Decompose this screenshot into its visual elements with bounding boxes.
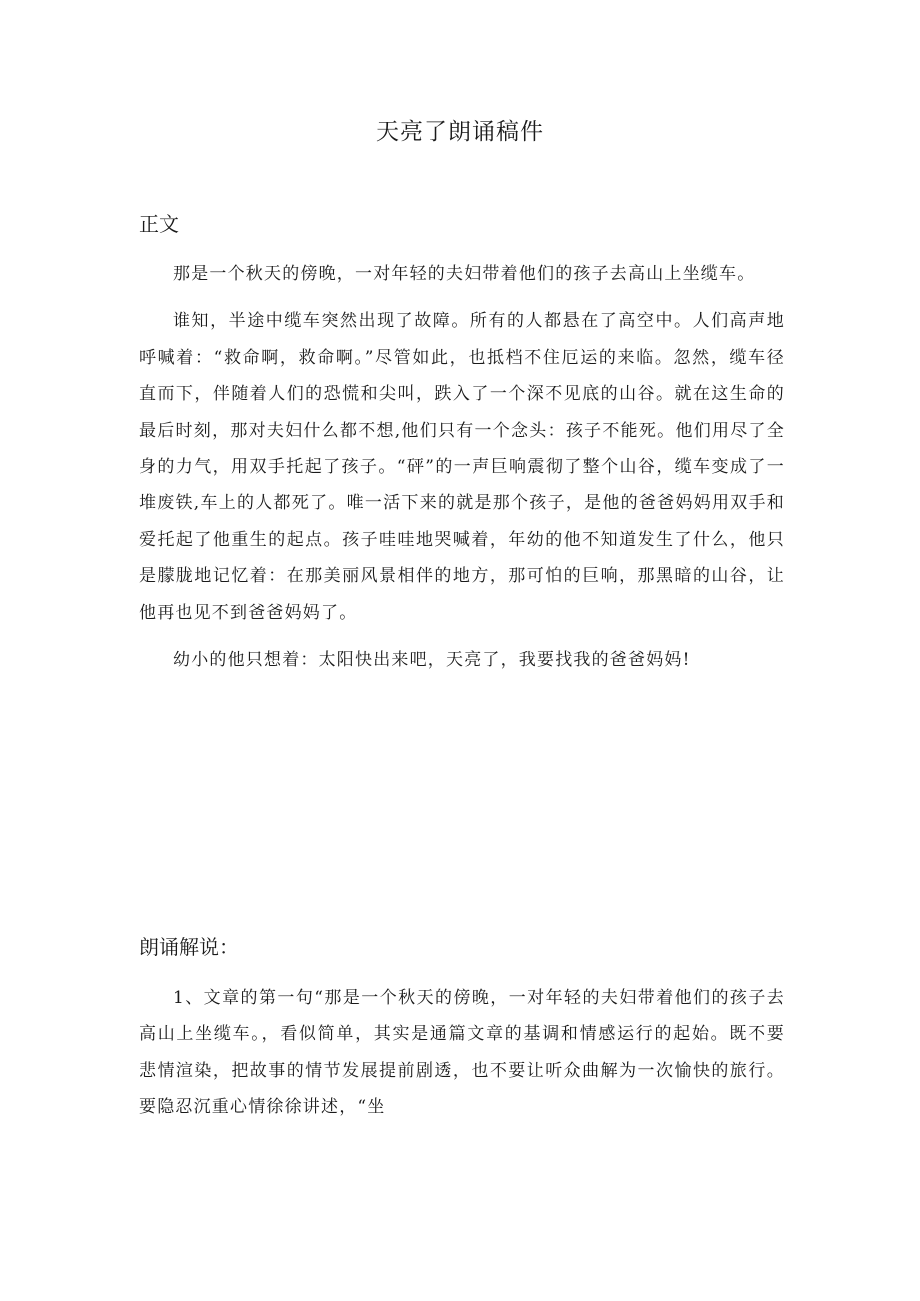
commentary-paragraph-1: 1、文章的第一句“那是一个秋天的傍晚，一对年轻的夫妇带着他们的孩子去高山上坐缆车。，看似简单，其实是通篇文章的基调和情感运行的起始。既不要悲情渲染，把故事的情节发展提前剧透，也不要让听众曲解为一次愉快的旅行。要隐忍沉重心情徐徐讲述，“坐 — [139, 988, 785, 1118]
commentary-text-block — [139, 980, 785, 1126]
main-paragraph-1: 那是一个秋天的傍晚，一对年轻的夫妇带着他们的孩子去高山上坐缆车。 — [173, 264, 756, 284]
main-paragraph-3: 幼小的他只想着：太阳快出来吧，天亮了，我要找我的爸爸妈妈! — [173, 650, 691, 671]
main-text-block — [139, 256, 785, 678]
main-paragraph-2: 谁知，半途中缆车突然出现了故障。所有的人都悬在了高空中。人们高声地呼喊着：“救命啊，救命啊。”尽管如此，也抵档不住厄运的来临。忽然，缆车径直而下，伴随着人们的恐慌和尖叫，跌入了一个深不见底的山谷。就在这生命的最后时刻，那对夫妇什么都不想,他们只有一个念头：孩子不能死。他们用尽了全身的力气，用双手托起了孩子。“砰”的一声巨响震彻了整个山谷，缆车变成了一堆废铁,车上的人都死了。唯一活下来的就是那个孩子，是他的爸爸妈妈用双手和爱托起了他重生的起点。孩子哇哇地哭喊着，年幼的他不知道发生了什么，他只是朦胧地记忆着：在那美丽风景相伴的地方，那可怕的巨响，那黑暗的山谷，让他再也见不到爸爸妈妈了。 — [139, 311, 785, 623]
document-title: 天亮了朗诵稿件 — [376, 119, 544, 145]
section-heading-commentary: 朗诵解说： — [139, 935, 239, 959]
section-heading-main: 正文 — [139, 212, 179, 236]
